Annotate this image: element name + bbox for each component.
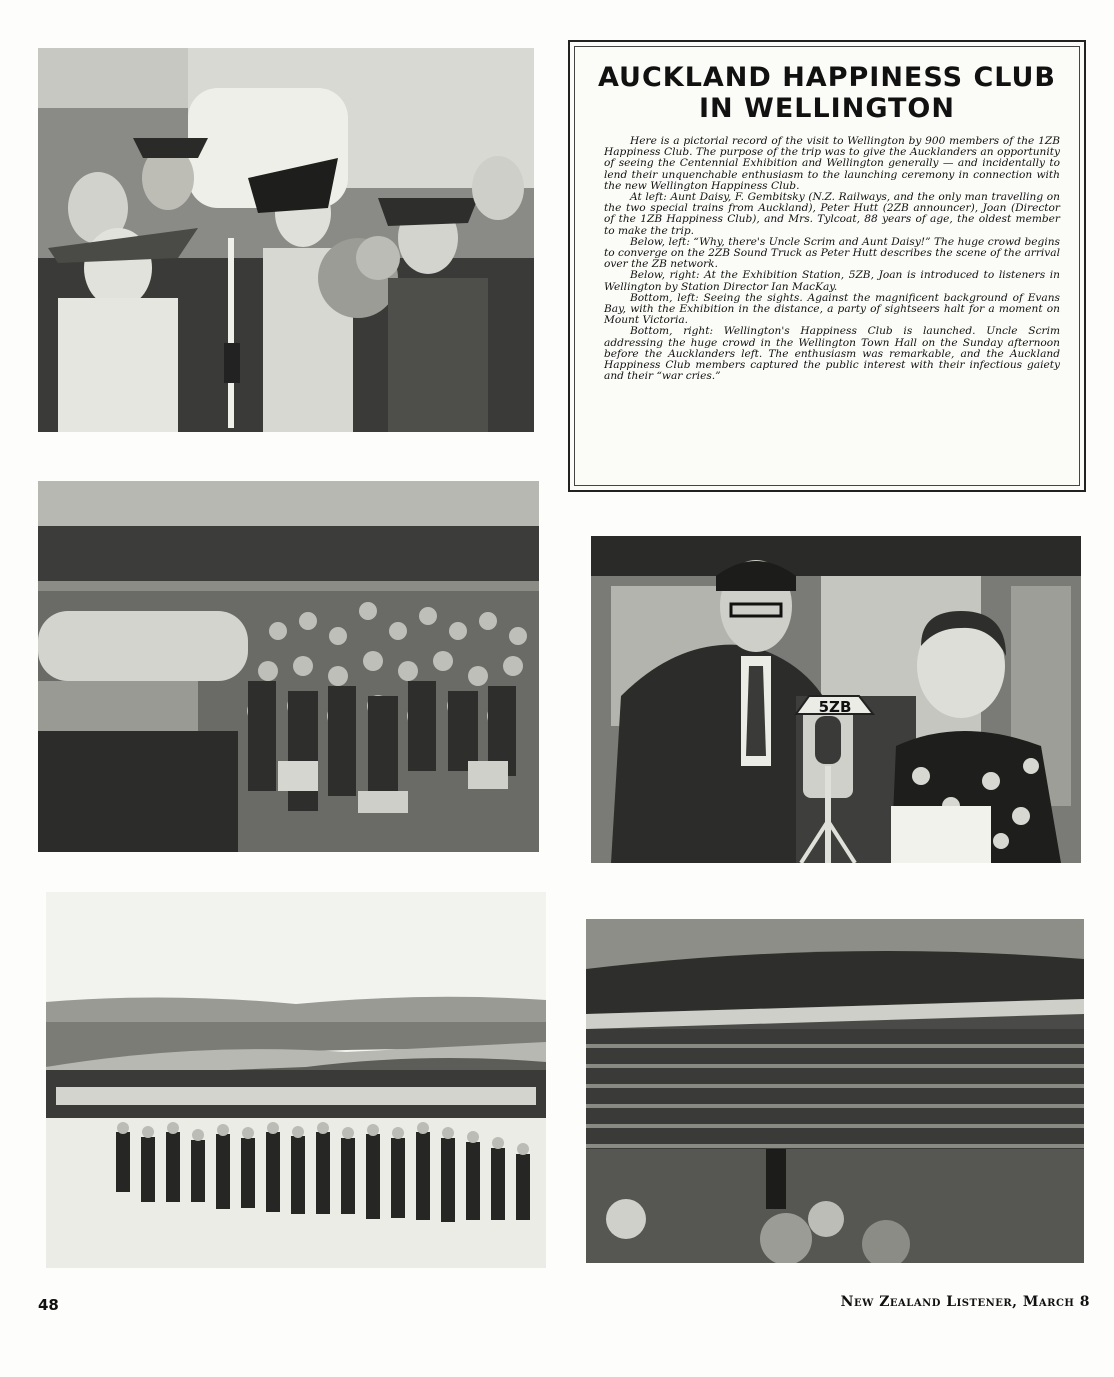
photo-5zb-microphone bbox=[591, 536, 1081, 863]
microphone-5zb-badge: 5ZB bbox=[818, 698, 852, 716]
photo-town-hall-crowd bbox=[586, 919, 1084, 1263]
article-headline bbox=[580, 62, 1074, 124]
photo-mount-victoria-group bbox=[46, 892, 546, 1268]
article-box bbox=[568, 40, 1086, 492]
photo-crowd-sound-truck bbox=[38, 481, 539, 852]
page-number: 48 bbox=[38, 1296, 59, 1314]
paragraph-intro: Here is a pictorial record of the visit to Wellington by 900 members of the 1ZB Happiness Club. The purpose of the trip was to give the Aucklanders an opportunity of seeing the Centennial Exhibition and Wellington generally — and incidentally to lend their unquenchable enthusiasm to the launching ceremony in connection with the new Wellington Happiness Club. bbox=[604, 135, 1060, 192]
headline-line-1: AUCKLAND HAPPINESS CLUB bbox=[597, 62, 1057, 93]
paragraph-at-left: At left: Aunt Daisy, F. Gembitsky (N.Z. Railways, and the only man travelling on the two special trains from Auckland), Peter Hutt (2ZB announcer), Joan (Director of the 1ZB Happiness Club), and Mrs. Tylcoat, 88 years of age, the oldest member to make the trip. bbox=[604, 191, 1060, 237]
paragraph-below-right: Below, right: At the Exhibition Station, 5ZB, Joan is introduced to listeners in Wellington by Station Director Ian MacKay. bbox=[604, 269, 1060, 293]
paragraph-below-left: Below, left: “Why, there's Uncle Scrim and Aunt Daisy!” The huge crowd begins to converge on the 2ZB Sound Truck as Peter Hutt describes the scene of the arrival over the ZB network. bbox=[604, 235, 1060, 271]
paragraph-bottom-right: Bottom, right: Wellington's Happiness Club is launched. Uncle Scrim addressing the huge crowd in the Wellington Town Hall on the Sunday afternoon before the Aucklanders left. The enthusiasm was remarkable, and the Auckland Happiness Club members captured the public interest with their infectious gaiety and their “war cries.” bbox=[604, 325, 1060, 383]
publication-footer: New Zealand Listener, March 8 bbox=[840, 1294, 1090, 1310]
article-body bbox=[604, 136, 1060, 382]
photo-group-with-flowers bbox=[38, 48, 534, 432]
headline-line-2: IN WELLINGTON bbox=[699, 93, 955, 124]
paragraph-bottom-left: Bottom, left: Seeing the sights. Against the magnificent background of Evans Bay, with the Exhibition in the distance, a party of sightseers halt for a moment on Mount Victoria. bbox=[604, 291, 1060, 327]
